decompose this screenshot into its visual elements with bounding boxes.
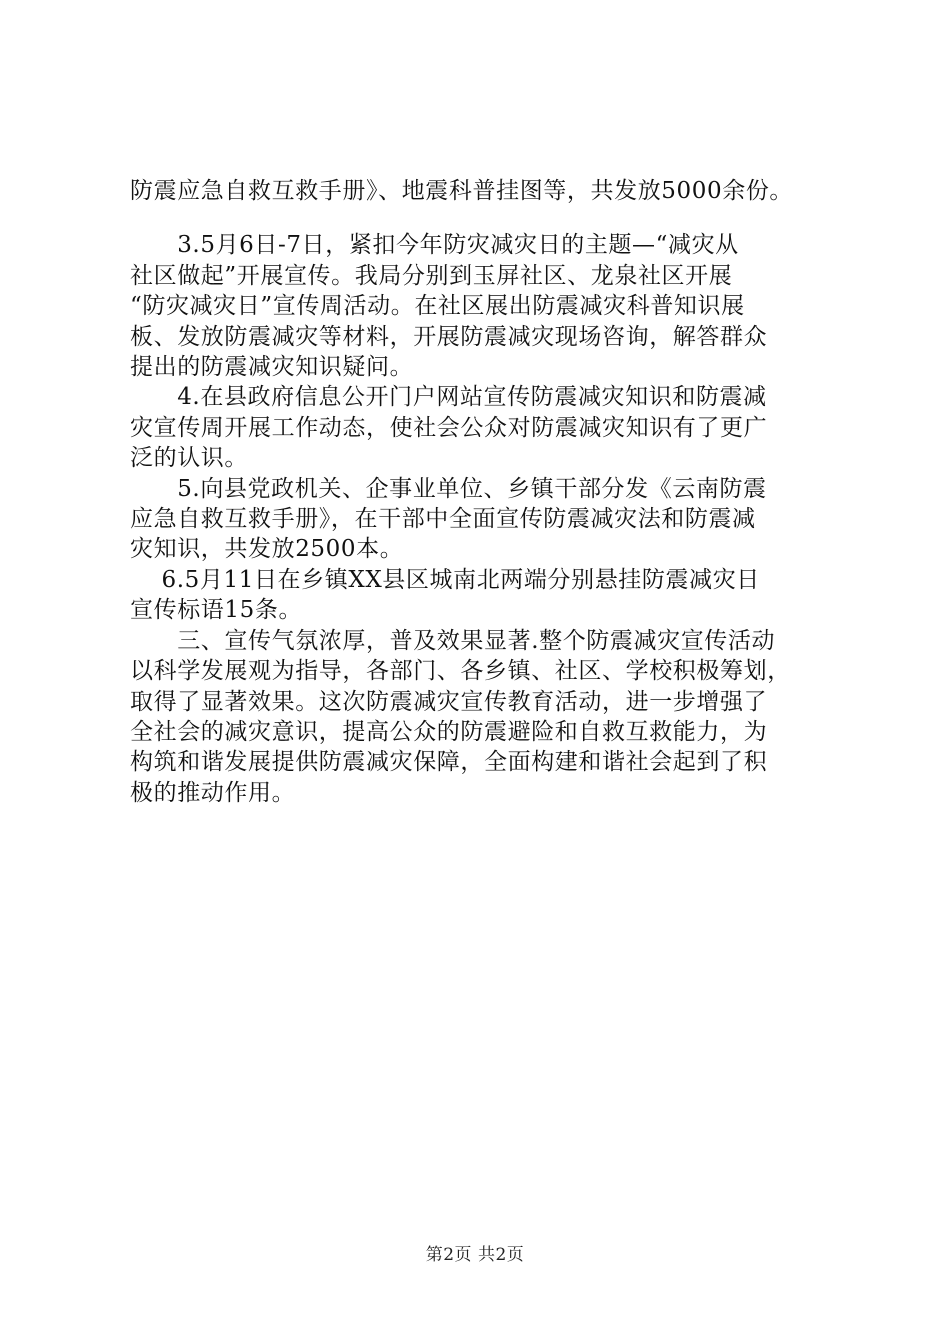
paragraph-item-3 bbox=[130, 230, 830, 382]
text-line: 灾宣传周开展工作动态，使社会公众对防震减灾知识有了更广 bbox=[130, 414, 768, 441]
text-line: 4.在县政府信息公开门户网站宣传防震减灾知识和防震减 bbox=[130, 384, 767, 411]
paragraph-item-5 bbox=[130, 474, 830, 565]
paragraph-item-4 bbox=[130, 382, 830, 473]
text-line: 构筑和谐发展提供防震减灾保障，全面构建和谐社会起到了积 bbox=[130, 749, 768, 776]
text-line: 提出的防震减灾知识疑问。 bbox=[130, 354, 414, 381]
paragraph-item-6 bbox=[130, 565, 830, 626]
text-line: 社区做起”开展宣传。我局分别到玉屏社区、龙泉社区开展 bbox=[130, 262, 733, 289]
page-footer bbox=[0, 1240, 950, 1265]
text-line: 取得了显著效果。这次防震减灾宣传教育活动，进一步增强了 bbox=[130, 688, 768, 715]
text-line: “防灾减灾日”宣传周活动。在社区展出防震减灾科普知识展 bbox=[130, 293, 745, 320]
text-line: 板、发放防震减灾等材料，开展防震减灾现场咨询，解答群众 bbox=[130, 323, 768, 350]
text-line: 5.向县党政机关、企事业单位、乡镇干部分发《云南防震 bbox=[130, 475, 767, 502]
text-line: 泛的认识。 bbox=[130, 445, 248, 472]
text-line: 以科学发展观为指导，各部门、各乡镇、社区、学校积极筹划， bbox=[130, 658, 791, 685]
text-line: 应急自救互救手册》，在干部中全面宣传防震减灾法和防震减 bbox=[130, 506, 756, 533]
text-line: 3.5月6日-7日，紧扣今年防灾减灾日的主题—“减灾从 bbox=[130, 232, 739, 259]
text-line: 极的推动作用。 bbox=[130, 779, 296, 806]
text-line: 防震应急自救互救手册》、地震科普挂图等，共发放5000余份。 bbox=[130, 178, 794, 204]
text-line: 三、宣传气氛浓厚，普及效果显著.整个防震减灾宣传活动 bbox=[130, 627, 776, 654]
document-body bbox=[130, 176, 830, 808]
paragraph-continuation bbox=[130, 176, 830, 206]
text-line: 全社会的减灾意识，提高公众的防震避险和自救互救能力，为 bbox=[130, 718, 768, 745]
paragraph-section-3 bbox=[130, 626, 830, 808]
paragraph-gap bbox=[130, 206, 830, 230]
text-line: 6.5月11日在乡镇XX县区城南北两端分别悬挂防震减灾日 bbox=[130, 566, 760, 593]
text-line: 灾知识，共发放2500本。 bbox=[130, 536, 404, 563]
page-number: 第2页 共2页 bbox=[425, 1245, 525, 1265]
text-line: 宣传标语15条。 bbox=[130, 597, 303, 624]
